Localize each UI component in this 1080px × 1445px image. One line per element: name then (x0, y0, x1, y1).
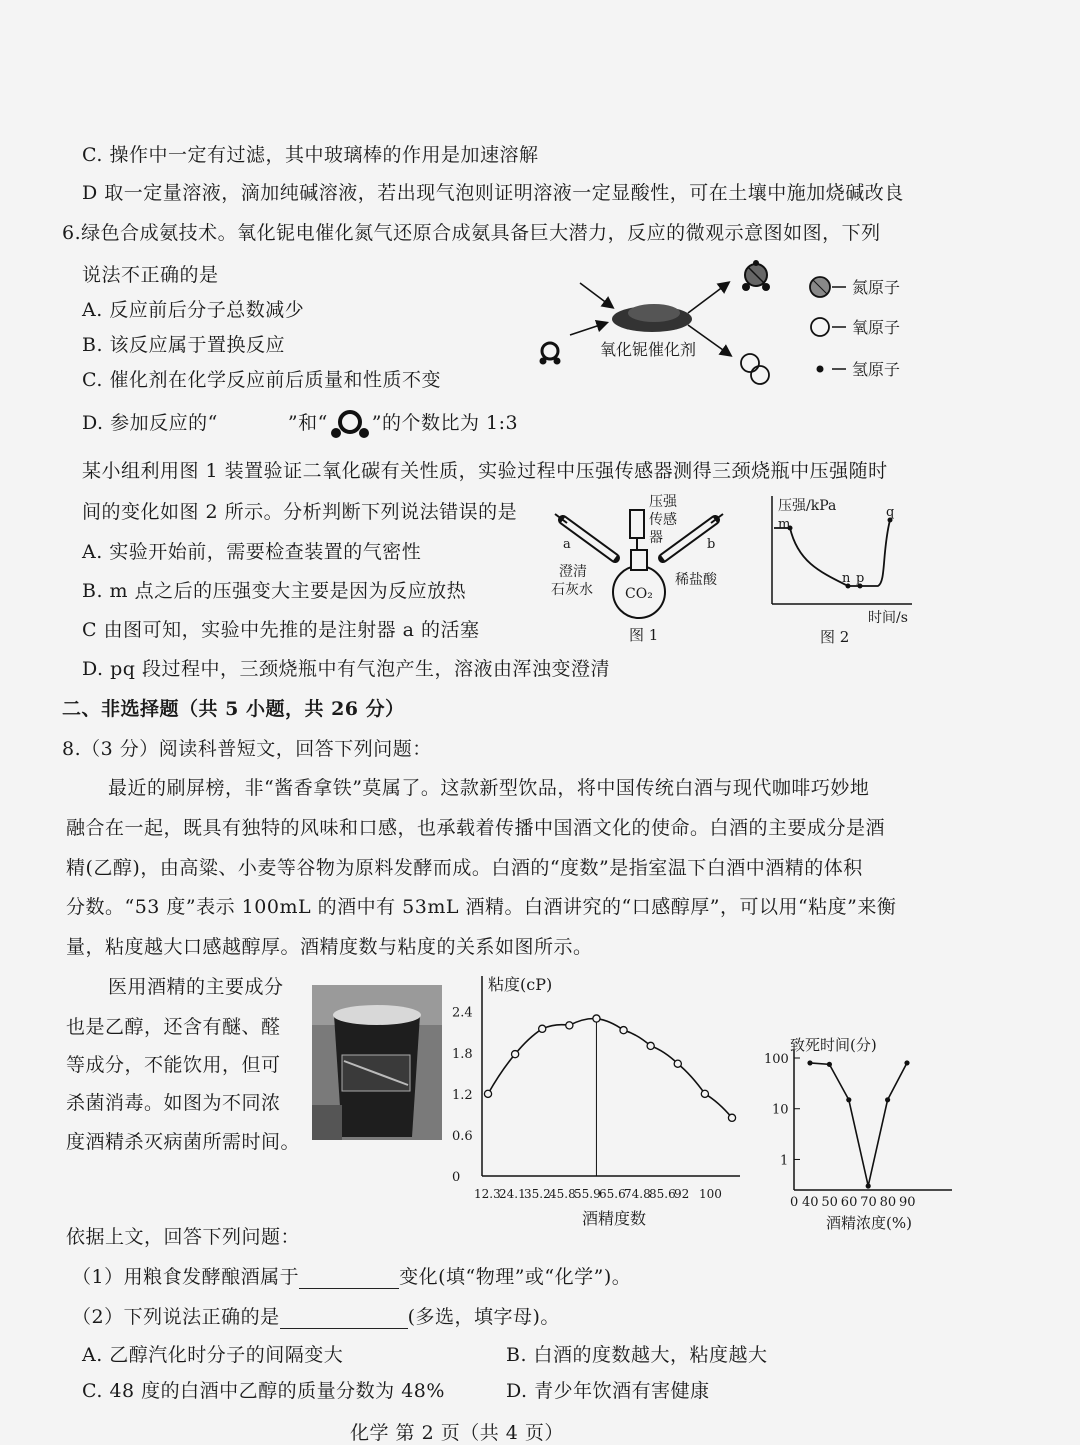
q8-paragraph-line5: 量，粘度越大口感越醇厚。酒精度数与粘度的关系如图所示。 (66, 936, 593, 958)
q8-side-line3: 等成分，不能饮用，但可 (66, 1054, 281, 1076)
kill-time-y-label: 致死时间(分) (790, 1036, 877, 1054)
viscosity-y-label: 粘度(cP) (488, 975, 553, 994)
svg-text:a: a (563, 537, 571, 552)
q8-sub2-option-b: B. 白酒的度数越大，粘度越大 (506, 1344, 768, 1366)
figure-2-caption: 图 2 (820, 628, 850, 646)
q6-option-d-mid: ”和“ (287, 412, 328, 434)
q7-option-c: C 由图可知，实验中先推的是注射器 a 的活塞 (82, 619, 480, 641)
q7-option-a: A. 实验开始前，需要检查装置的气密性 (82, 541, 422, 563)
y-tick-label: 1.2 (452, 1087, 473, 1103)
x-tick-label: 24.1 (499, 1187, 526, 1201)
svg-text:澄清: 澄清 (559, 564, 587, 580)
q6-option-a: A. 反应前后分子总数减少 (82, 299, 305, 321)
figure-1-caption: 图 1 (629, 626, 659, 644)
q8-sub2-option-a: A. 乙醇汽化时分子的间隔变大 (82, 1344, 344, 1366)
y-tick-label: 1 (780, 1153, 789, 1169)
y-axis-label: 压强/kPa (778, 498, 837, 514)
q6-stem-line1: 6.绿色合成氨技术。氧化铌电催化氮气还原合成氨具备巨大潜力，反应的微观示意图如图，下列 (62, 222, 881, 244)
x-tick-label: 50 (821, 1195, 838, 1210)
y-tick-label: 1.8 (452, 1046, 473, 1062)
legend-hydrogen (817, 360, 901, 379)
q7-figure-1-apparatus (545, 490, 735, 650)
kill-time-data-point (885, 1097, 890, 1102)
q6-option-d-pre: D. 参加反应的“ (82, 412, 218, 434)
q8-sub2-option-d: D. 青少年饮酒有害健康 (506, 1380, 710, 1402)
viscosity-data-point (484, 1090, 491, 1097)
q7-stem-line2: 间的变化如图 2 所示。分析判断下列说法错误的是 (82, 501, 518, 523)
x-tick-label: 100 (699, 1187, 722, 1201)
svg-text:传感: 传感 (649, 512, 677, 528)
q7-stem-line1: 某小组利用图 1 装置验证二氧化碳有关性质，实验过程中压强传感器测得三颈烧瓶中压强随时 (82, 460, 888, 482)
sauce-latte-photo (312, 985, 442, 1140)
q8-side-line5: 度酒精杀灭病菌所需时间。 (66, 1131, 301, 1153)
svg-text:氧原子: 氧原子 (852, 318, 901, 337)
x-tick-label: 35.2 (524, 1187, 551, 1201)
viscosity-data-point (674, 1060, 681, 1067)
kill-time-chart (764, 1030, 960, 1235)
x-tick-label: 60 (840, 1195, 858, 1210)
viscosity-data-point (728, 1114, 735, 1121)
x-tick-label: 40 (802, 1195, 819, 1210)
x-tick-label: 80 (879, 1195, 897, 1210)
y-tick-label: 2.4 (452, 1005, 473, 1021)
co2-label: CO₂ (625, 586, 653, 602)
q7-option-d: D. pq 段过程中，三颈烧瓶中有气泡产生，溶液由浑浊变澄清 (82, 658, 611, 680)
q6-option-d-post: ”的个数比为 1:3 (371, 412, 519, 434)
x-tick-label: 74.8 (624, 1187, 651, 1201)
viscosity-data-point (620, 1027, 627, 1034)
y-tick-label: 100 (764, 1052, 789, 1067)
kill-time-data-point (846, 1097, 851, 1102)
three-neck-flask-icon (613, 550, 665, 618)
svg-text:p: p (856, 571, 865, 586)
q8-paragraph-line3: 精(乙醇)，由高粱、小麦等谷物为原料发酵而成。白酒的“度数”是指室温下白酒中酒精的体积 (66, 857, 863, 879)
viscosity-data-point (512, 1051, 519, 1058)
svg-text:氮原子: 氮原子 (852, 278, 901, 297)
q6-option-b: B. 该反应属于置换反应 (82, 334, 286, 356)
nh3-molecule-icon (328, 409, 372, 439)
svg-text:压强: 压强 (649, 494, 677, 510)
x-tick-label: 70 (860, 1195, 877, 1210)
legend-nitrogen (810, 277, 900, 297)
x-tick-label: 85.6 (649, 1187, 676, 1201)
y-tick-label: 0 (452, 1170, 461, 1185)
q6-option-c: C. 催化剂在化学反应前后质量和性质不变 (82, 369, 441, 391)
viscosity-data-point (566, 1022, 573, 1029)
x-tick-label: 92 (674, 1187, 690, 1201)
q5-option-d: D 取一定量溶液，滴加纯碱溶液，若出现气泡则证明溶液一定显酸性，可在土壤中施加烧碱改良 (82, 182, 904, 204)
catalyst-label: 氧化铌催化剂 (600, 340, 697, 359)
q6-reaction-diagram (530, 255, 930, 390)
kill-time-data-point (866, 1183, 871, 1188)
q8-side-line1: 医用酒精的主要成分 (108, 976, 284, 998)
y-tick-label: 10 (772, 1102, 789, 1118)
kill-time-x-label: 酒精浓度(%) (826, 1214, 912, 1232)
x-tick-label: 45.8 (549, 1187, 576, 1201)
svg-text:石灰水: 石灰水 (551, 582, 593, 598)
q6-option-d (82, 408, 518, 439)
viscosity-x-label: 酒精度数 (582, 1209, 647, 1228)
arrow-in-2 (570, 323, 606, 335)
q6-stem-line2: 说法不正确的是 (82, 264, 219, 286)
q8-side-line4: 杀菌消毒。如图为不同浓 (66, 1092, 281, 1114)
svg-text:b: b (707, 537, 716, 552)
x-tick-label: 65.6 (599, 1187, 626, 1201)
svg-text:氢原子: 氢原子 (852, 360, 901, 379)
x-tick-label: 12.3 (474, 1187, 501, 1201)
viscosity-data-point (593, 1015, 600, 1022)
q8-paragraph-line4: 分数。“53 度”表示 100mL 的酒中有 53mL 酒精。白酒讲究的“口感醇厚”，可以用“粘度”来衡 (66, 896, 897, 918)
x-tick-label: 55.9 (574, 1187, 601, 1201)
viscosity-data-point (539, 1025, 546, 1032)
kill-time-data-point (827, 1062, 832, 1067)
x-axis-label: 时间/s (868, 610, 908, 626)
viscosity-data-point (647, 1042, 654, 1049)
q8-side-line2: 也是乙醇，还含有醚、醛 (66, 1016, 281, 1038)
q8-sub2-option-c: C. 48 度的白酒中乙醇的质量分数为 48% (82, 1380, 445, 1402)
n2-molecule-icon (540, 343, 561, 365)
q7-figure-2-pressure-chart (760, 492, 920, 652)
o2-molecule-icon (741, 354, 769, 384)
page-footer: 化学 第 2 页（共 4 页） (350, 1422, 564, 1444)
viscosity-chart (450, 968, 760, 1233)
q8-sub2: （2）下列说法正确的是 (多选，填字母)。 (72, 1306, 560, 1328)
svg-text:n: n (842, 571, 851, 586)
y-tick-label: 0.6 (452, 1128, 473, 1144)
kill-time-line (810, 1063, 907, 1186)
kill-time-data-point (904, 1060, 909, 1065)
legend-oxygen (811, 318, 900, 337)
svg-text:器: 器 (649, 530, 663, 546)
viscosity-data-point (701, 1090, 708, 1097)
nh3-product-icon (742, 260, 770, 291)
q8-after-text: 依据上文，回答下列问题： (66, 1226, 301, 1248)
arrow-out-1 (688, 283, 728, 313)
q8-title: 8.（3 分）阅读科普短文，回答下列问题： (62, 738, 432, 760)
q8-sub1: （1）用粮食发酵酿酒属于 变化(填“物理”或“化学”)。 (72, 1266, 632, 1288)
q8-paragraph-line1: 最近的刷屏榜，非“酱香拿铁”莫属了。这款新型饮品，将中国传统白酒与现代咖啡巧妙地 (108, 777, 870, 799)
dilute-hcl-label: 稀盐酸 (675, 572, 717, 588)
x-tick-label: 0 (790, 1195, 799, 1210)
svg-text:m: m (778, 517, 791, 532)
section-2-heading: 二、非选择题（共 5 小题，共 26 分） (62, 698, 405, 720)
q5-option-c: C. 操作中一定有过滤，其中玻璃棒的作用是加速溶解 (82, 144, 539, 166)
x-tick-label: 90 (899, 1195, 916, 1210)
q7-option-b: B. m 点之后的压强变大主要是因为反应放热 (82, 580, 467, 602)
viscosity-curve (488, 1018, 732, 1117)
q8-paragraph-line2: 融合在一起，既具有独特的风味和口感，也承载着传播中国酒文化的使命。白酒的主要成分是酒 (66, 817, 886, 839)
answer-blank-1[interactable] (299, 1266, 399, 1289)
answer-blank-2[interactable] (280, 1306, 408, 1329)
kill-time-data-point (807, 1060, 812, 1065)
svg-text:q: q (886, 505, 895, 520)
arrow-in-1 (580, 283, 612, 307)
